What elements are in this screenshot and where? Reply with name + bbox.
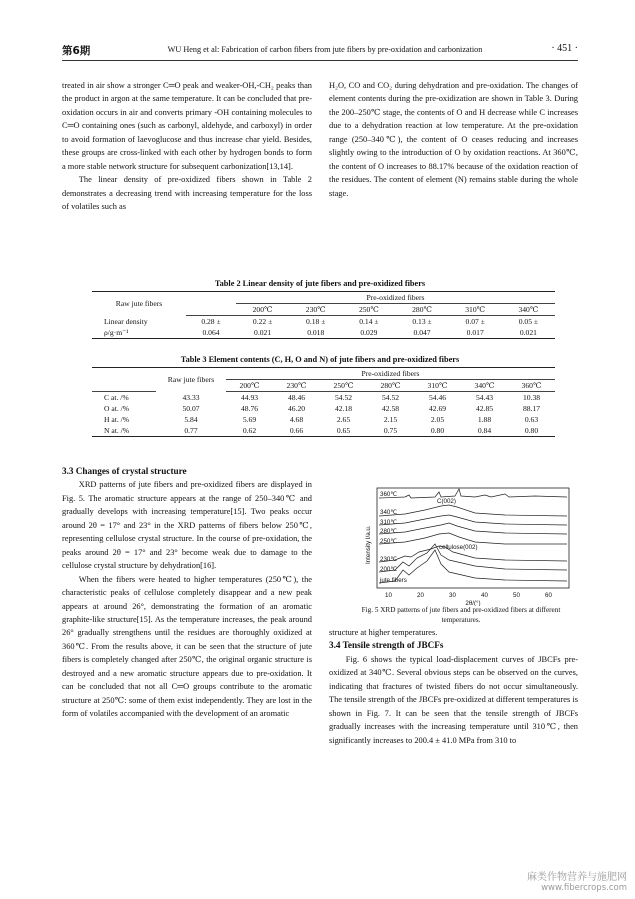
table3-cell: 0.75: [367, 425, 414, 437]
y-axis-label: Intensity I/a.u.: [365, 525, 372, 564]
table3-cell: 0.65: [320, 425, 367, 437]
table3-row-label: N at. /%: [92, 425, 156, 437]
table2-cell: 0.14 ±: [359, 317, 379, 326]
table3-cell: 44.93: [240, 393, 259, 402]
table3-cell: 5.69: [242, 415, 257, 424]
table2-cell: 0.07 ±: [465, 317, 485, 326]
x-tick: 10: [385, 592, 392, 599]
curve-340: [379, 505, 567, 516]
table3-cell: 48.76: [240, 404, 259, 413]
table3-cell: 2.15: [383, 415, 398, 424]
table2-cell: 0.017: [449, 327, 502, 339]
table3-cell: 42.85: [475, 404, 494, 413]
table3-title: Table 3 Element contents (C, H, O and N) of jute fibers and pre-oxidized fibers: [180, 355, 460, 364]
table3-cell: 4.68: [289, 415, 304, 424]
paragraph: H₂O, CO and CO₂ during dehydration and pre-oxidation. The changes of element contents during the pre-oxidization are shown in Table 3. During the 200–250℃ stage, the contents of O and H decrease while C increases due to a dehydration reaction at low temperature. At the pre-oxidation range (250–340℃), the content of O ceases reducing and increases slightly owing to the introduction of O by oxidation reactions. At 360℃, the content of O increases to 88.17% because of the oxidation reaction of the residues. The content of element (N) remains stable during the whole stage.: [329, 81, 578, 198]
running-title: WU Heng et al: Fabrication of carbon fibers from jute fibers by pre-oxidation and carbonization: [167, 45, 483, 54]
table3-cell: 42.18: [334, 404, 353, 413]
table3-cell: 88.17: [522, 404, 541, 413]
curve-360: [379, 489, 567, 498]
paragraph: The linear density of pre-oxidized fibers shown in Table 2 demonstrates a decreasing trend with increasing temperature for the loss of volatiles such as: [62, 175, 312, 212]
section-heading: 3.3 Changes of crystal structure: [62, 466, 187, 476]
table3-cell: 0.63: [524, 415, 539, 424]
table2-cell: 0.018: [289, 327, 342, 339]
plot-frame: [377, 488, 569, 588]
figure5: [345, 486, 577, 606]
annotation-c002: C(002): [437, 498, 456, 505]
paragraph: When the fibers were heated to higher temperatures (250℃), the characteristic peaks of cellulose completely disappear and a new peak appears at around 26°, demonstrating the formation of an aromatic graphite-like structure[15]. As the temperature increases, the peak around 26° gradually strengthens until the residues are thoroughly oxidized at 360℃. From the results above, it can be seen that the structure of jute fibers is completely changed after 250℃, the original organic structure is destroyed and a new aromatic structure appears due to pre-oxidation. It can be concluded that not all C═O groups contribute to the aromatic structure at 250℃: some of them exist independently. They are lost in the form of volatiles accompanied with the development of an aromatic: [62, 574, 312, 719]
curve-label: 340℃: [380, 509, 398, 516]
table-row: [92, 425, 555, 437]
table3-temp: 340℃: [461, 380, 508, 392]
table2-temp: 310℃: [449, 304, 502, 316]
table3-temp: 360℃: [508, 380, 555, 392]
table3-cell: 0.80: [414, 425, 461, 437]
paragraph: Fig. 6 shows the typical load-displacement curves of JBCFs pre-oxidized at 340℃. Several obvious steps can be observed on the curves, indicating that fractures of twisted fibers do not occur simultaneously. The tensile strength of the JBCFs pre-oxidized at different temperatures is shown in Fig. 7. It can be seen that the tensile strength of JBCFs gradually increases with the increasing temperature until 310℃, then significantly increases to 200.4 ± 41.0 MPa from 310 to: [329, 654, 578, 745]
table2-cell: 0.13 ±: [412, 317, 432, 326]
page-number: · 451 ·: [551, 43, 578, 54]
table-row: [92, 316, 555, 328]
table2-temp: 200℃: [236, 304, 289, 316]
table3-cell: 0.66: [273, 425, 320, 437]
issue-number: 第6期: [62, 45, 91, 57]
table3-temp: 230℃: [273, 380, 320, 392]
table3-cell: 54.43: [475, 393, 494, 402]
table3-cell: 42.58: [381, 404, 400, 413]
table3-cell: 50.07: [182, 404, 200, 413]
watermark: [527, 868, 627, 893]
left-column-bottom: [62, 465, 312, 721]
table3-cell: 2.65: [336, 415, 351, 424]
table3-row-label: H at. /%: [104, 415, 130, 424]
table2: [92, 291, 555, 339]
x-axis-label: 2θ/(°): [465, 600, 481, 606]
table3-cell: 54.52: [334, 393, 353, 402]
table3-temp: 310℃: [414, 380, 461, 392]
table3-row-label: O at. /%: [104, 404, 130, 413]
table2-temp: 340℃: [502, 304, 555, 316]
table3-cell: 43.33: [182, 392, 200, 402]
table3-cell: 0.77: [156, 425, 226, 437]
table3-raw-header: Raw jute fibers: [156, 368, 226, 392]
table2-cell: 0.18 ±: [306, 317, 326, 326]
table3-cell: 0.62: [226, 425, 273, 437]
table2-temp: 230℃: [289, 304, 342, 316]
watermark-url: www.fibercrops.com: [541, 883, 627, 893]
table2-title: Table 2 Linear density of jute fibers and pre-oxidized fibers: [214, 279, 426, 288]
paragraph: structure at higher temperatures.: [329, 628, 438, 637]
table2-cell: 0.22 ±: [252, 317, 273, 326]
table3-cell: 0.84: [461, 425, 508, 437]
xrd-curves: [379, 489, 567, 583]
table-row: [92, 414, 555, 425]
curve-jute: [379, 550, 567, 583]
annotation-cellulose: cellulose(002): [439, 544, 478, 551]
table3-group-header: Pre-oxidized fibers: [226, 368, 555, 380]
figure5-caption: Fig. 5 XRD patterns of jute fibers and pre-oxidized fibers at different temperatures.: [361, 606, 561, 624]
table2-temp: 280℃: [395, 304, 448, 316]
x-tick: 50: [513, 592, 520, 599]
right-column-top: [329, 79, 578, 200]
table3-cell: 48.46: [287, 393, 306, 402]
table3-cell: 54.52: [381, 393, 400, 402]
running-header: [62, 40, 578, 61]
paragraph: XRD patterns of jute fibers and pre-oxidized fibers are displayed in Fig. 5. The aromatic structure appears at the range of 250–340℃ and gradually develops with increasing temperature[15]. Two peaks occur around 2θ = 17° and 23° in the XRD patterns of fibers below 250℃, representing cellulose crystal structure. In the course of pre-oxidation, the peaks around 2θ = 17° and 23° become weak due to damage to the cellulose crystal structure by dehydration[16].: [62, 480, 312, 571]
table3-cell: 2.05: [430, 415, 445, 424]
table2-cell: 0.021: [502, 327, 555, 339]
table3-temp: 280℃: [367, 380, 414, 392]
table2-raw-header: Raw jute fibers: [92, 292, 186, 316]
table2-cell: 0.047: [395, 327, 448, 339]
table2-group-header: Pre-oxidized fibers: [236, 292, 555, 304]
table3-cell: 10.38: [522, 393, 541, 402]
paragraph: treated in air show a stronger C═O peak and weaker-OH,-CH₂ peaks than the product in argon at the same temperature. It can be concluded that pre-oxidation occurs in air and converts primary -OH containing molecules to C═O containing ones (such as carbonyl, aldehyde, and carboxyl) in order to avoid formation of laevoglucose and thus increase char yield. Besides, these groups are cross-linked with each other by hydrogen bonds to form a more stable network structure for subsequent carbonization[13,14].: [62, 81, 312, 171]
curve-label: jute fibers: [380, 577, 407, 584]
curve-label: 230℃: [380, 556, 398, 563]
table2-cell: 0.029: [342, 327, 395, 339]
x-tick: 40: [481, 592, 488, 599]
curve-label: 360℃: [380, 491, 398, 498]
table3-cell: 0.80: [508, 425, 555, 437]
x-tick: 30: [449, 592, 456, 599]
x-tick: 60: [545, 592, 552, 599]
right-column-bottom: [329, 626, 578, 747]
table3-cell: 54.46: [428, 393, 447, 402]
curve-label: 200℃: [380, 566, 398, 573]
table2-temp: 250℃: [342, 304, 395, 316]
curve-label: 310℃: [380, 519, 398, 526]
x-tick: 20: [417, 592, 424, 599]
table3-cell: 46.20: [287, 404, 306, 413]
table3: [92, 367, 555, 437]
section-heading: 3.4 Tensile strength of JBCFs: [329, 640, 444, 651]
watermark-cn: 麻类作物营养与施肥网: [527, 872, 627, 883]
table-row: [92, 392, 555, 404]
curve-label: 280℃: [380, 528, 398, 535]
table2-cell: 0.28 ±: [201, 317, 221, 326]
table3-temp: 250℃: [320, 380, 367, 392]
table3-cell: 42.69: [428, 404, 447, 413]
curve-label: 250℃: [380, 538, 398, 545]
table2-cell: 0.064: [186, 327, 236, 339]
xrd-plot: [345, 486, 577, 606]
curve-250: [379, 533, 567, 544]
table3-temp: 200℃: [226, 380, 273, 392]
table2-cell: 0.021: [236, 327, 289, 339]
table3-cell: 5.84: [184, 415, 198, 424]
table2-row-label: ρ/g·m⁻¹: [92, 327, 186, 339]
table2-cell: 0.05 ±: [518, 317, 539, 326]
table-row: [92, 327, 555, 339]
curve-310: [379, 515, 567, 525]
left-column-top: [62, 79, 312, 214]
table-row: [92, 403, 555, 414]
table3-cell: 1.88: [477, 415, 492, 424]
table2-row-label: Linear density: [104, 316, 148, 326]
table3-row-label: C at. /%: [104, 393, 129, 402]
